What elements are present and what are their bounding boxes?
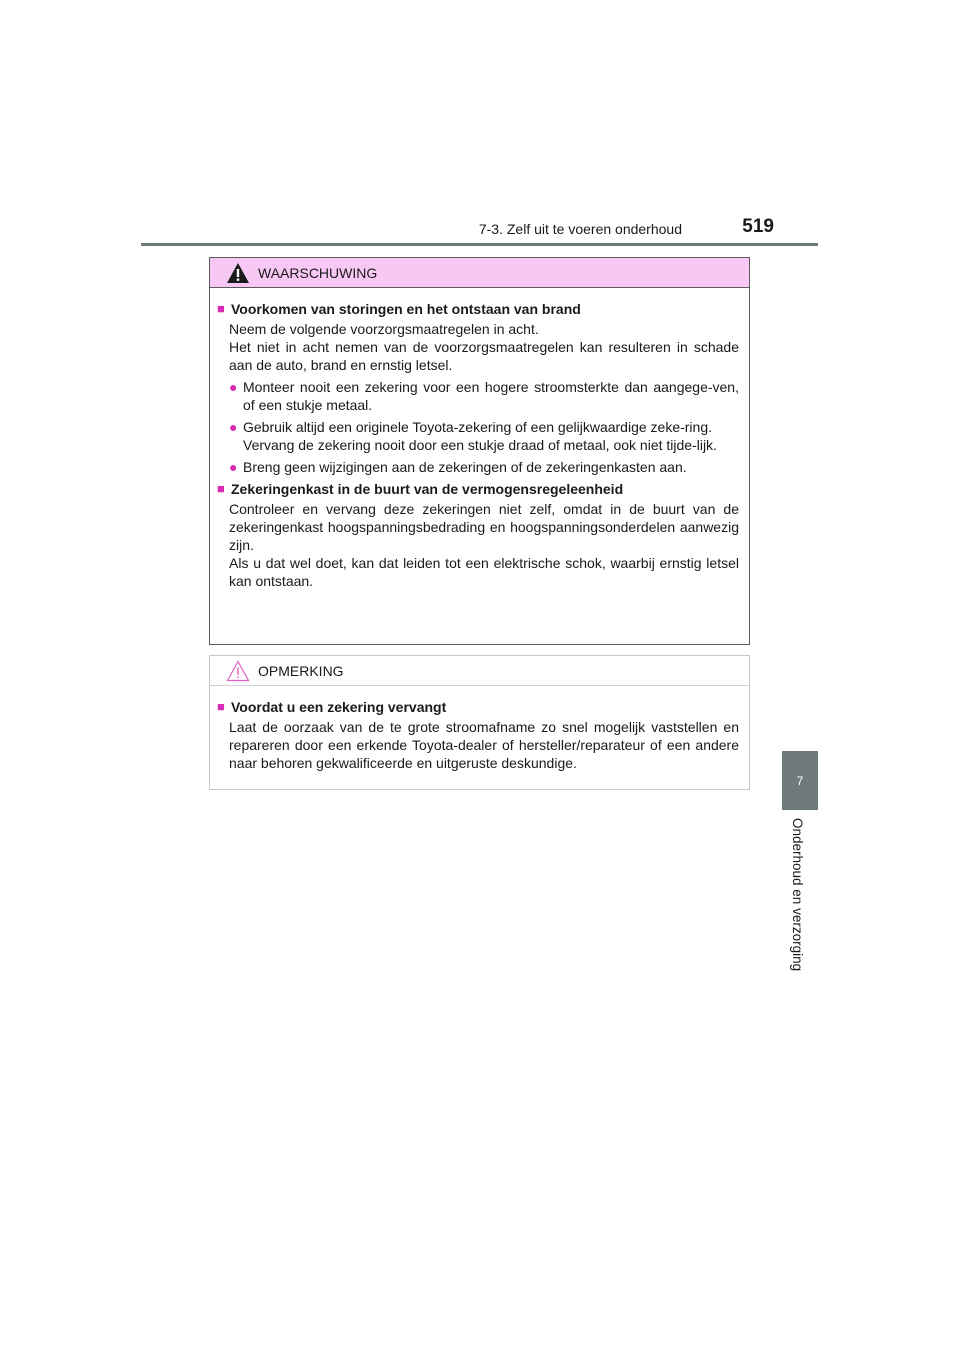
section-paragraph — [229, 320, 739, 374]
section-heading-text: Voordat u een zekering vervangt — [231, 699, 447, 715]
running-header: 7-3. Zelf uit te voeren onderhoud — [478, 221, 682, 237]
paragraph-line: Het niet in acht nemen van de voorzorgsmaatregelen kan resulteren in schade aan de auto, brand en ernstig letsel. — [229, 339, 739, 373]
list-item-text: Gebruik altijd een originele Toyota-zekering of een gelijkwaardige zeke-ring. — [243, 419, 713, 435]
section-heading-text: Zekeringenkast in de buurt van de vermogensregeleenheid — [231, 481, 624, 497]
note-box — [209, 655, 750, 790]
circle-bullet-icon: ● — [229, 379, 238, 395]
warning-header — [210, 258, 749, 288]
section-heading-text: Voorkomen van storingen en het ontstaan van brand — [231, 301, 581, 317]
list-item — [229, 458, 739, 476]
paragraph-line: Als u dat wel doet, kan dat leiden tot een elektrische schok, waarbij ernstig letsel kan ontstaan. — [229, 555, 739, 589]
paragraph-line: Neem de volgende voorzorgsmaatregelen in acht. — [229, 321, 539, 337]
note-body — [210, 686, 749, 772]
square-bullet-icon: ■ — [217, 301, 225, 316]
page-number: 519 — [742, 216, 774, 237]
chapter-tab — [782, 751, 818, 810]
list-item-text: Breng geen wijzigingen aan de zekeringen of de zekeringenkasten aan. — [243, 459, 687, 475]
circle-bullet-icon: ● — [229, 459, 238, 475]
list-item — [229, 378, 739, 414]
section-paragraph — [229, 500, 739, 590]
header-rule — [141, 243, 818, 246]
paragraph-line: Laat de oorzaak van de te grote stroomafname zo snel mogelijk vaststellen en repareren door een erkende Toyota-dealer of hersteller/reparateur of een andere naar behoren gekwalificeerde en uitgeruste deskundige. — [229, 719, 739, 771]
section-heading — [217, 300, 739, 318]
paragraph-line: Controleer en vervang deze zekeringen niet zelf, omdat in de buurt van de zekeringenkast hoogspanningsbedrading en hoogspanningsonderdelen aanwezig zijn. — [229, 501, 739, 553]
note-title: OPMERKING — [258, 662, 344, 679]
list-item-text: Vervang de zekering nooit door een stukje draad of metaal, ook niet tijde-lijk. — [243, 437, 717, 453]
note-header — [210, 656, 749, 686]
chapter-number: 7 — [796, 773, 804, 788]
warning-body — [210, 288, 749, 590]
square-bullet-icon: ■ — [217, 481, 225, 496]
warning-box — [209, 257, 750, 645]
chapter-label: Onderhoud en verzorging — [790, 818, 805, 972]
warning-title: WAARSCHUWING — [258, 264, 378, 281]
list-item — [229, 418, 739, 454]
section-paragraph — [229, 718, 739, 772]
section-heading — [217, 698, 739, 716]
warning-triangle-icon — [226, 262, 250, 284]
circle-bullet-icon: ● — [229, 419, 238, 435]
section-heading — [217, 480, 739, 498]
list-item-text: Monteer nooit een zekering voor een hogere stroomsterkte dan aangege-ven, of een stukje metaal. — [243, 379, 739, 413]
caution-triangle-icon — [226, 660, 250, 682]
square-bullet-icon: ■ — [217, 699, 225, 714]
